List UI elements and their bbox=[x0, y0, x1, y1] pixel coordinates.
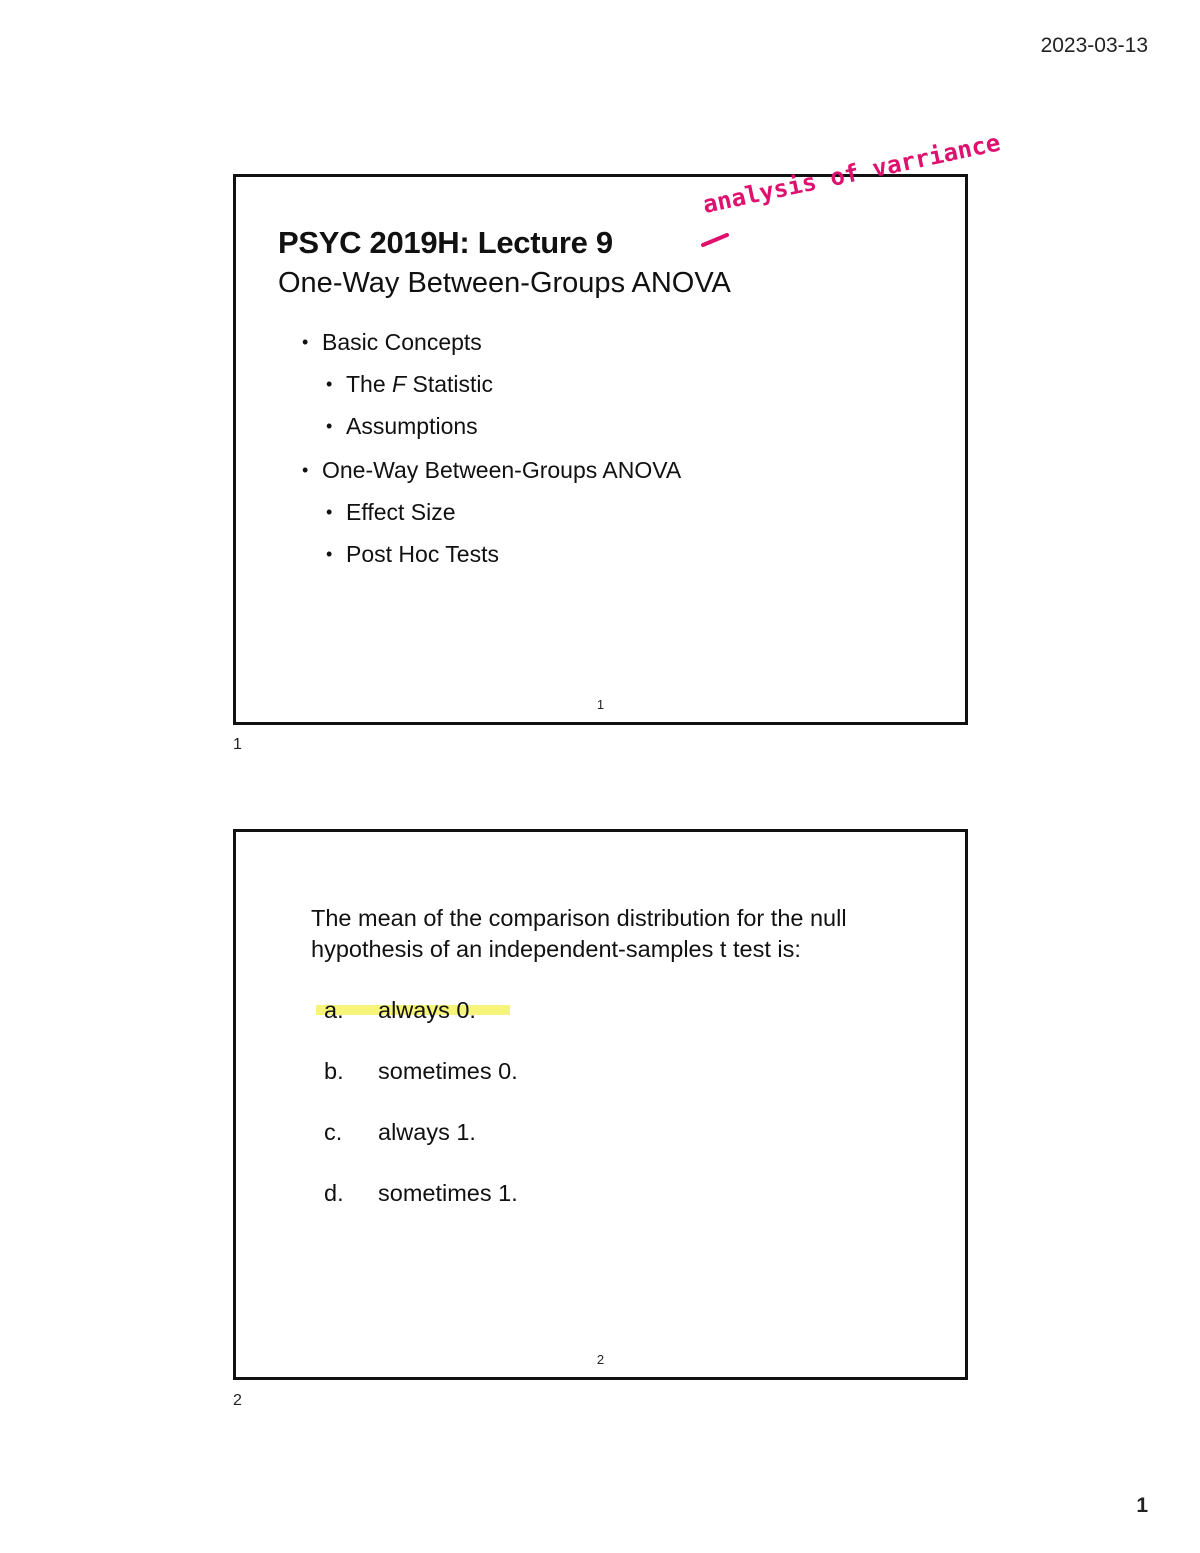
page-number: 1 bbox=[1136, 1494, 1148, 1517]
handwritten-annotation: analysis of varriance bbox=[700, 128, 1003, 219]
handwritten-dash bbox=[701, 229, 731, 249]
slide-2: The mean of the comparison distribution for the null hypothesis of an independent-samples t test is: a. always 0. b. sometimes 0. c. always 1. d. sometimes 1. 2 bbox=[233, 829, 968, 1380]
slide-number: 2 bbox=[596, 1352, 605, 1367]
list-item: • Post Hoc Tests bbox=[326, 539, 681, 569]
page-date: 2023-03-13 bbox=[1040, 34, 1148, 57]
list-item: • Effect Size bbox=[326, 497, 681, 527]
slide-title: PSYC 2019H: Lecture 9 bbox=[278, 225, 613, 260]
slide-number: 1 bbox=[596, 697, 605, 712]
bullet-list bbox=[302, 327, 681, 569]
question-text: The mean of the comparison distribution for the null hypothesis of an independent-samples t test is: bbox=[311, 905, 847, 962]
slide-subtitle: One-Way Between-Groups ANOVA bbox=[278, 267, 731, 299]
list-item: • Basic Concepts bbox=[302, 327, 681, 357]
list-item: • The F Statistic bbox=[326, 369, 681, 399]
list-item: • One-Way Between-Groups ANOVA bbox=[302, 455, 681, 485]
list-item: • Assumptions bbox=[326, 411, 681, 441]
slide-caption: 2 bbox=[233, 1392, 242, 1409]
slide-caption: 1 bbox=[233, 736, 242, 753]
slide-1 bbox=[233, 128, 1003, 725]
